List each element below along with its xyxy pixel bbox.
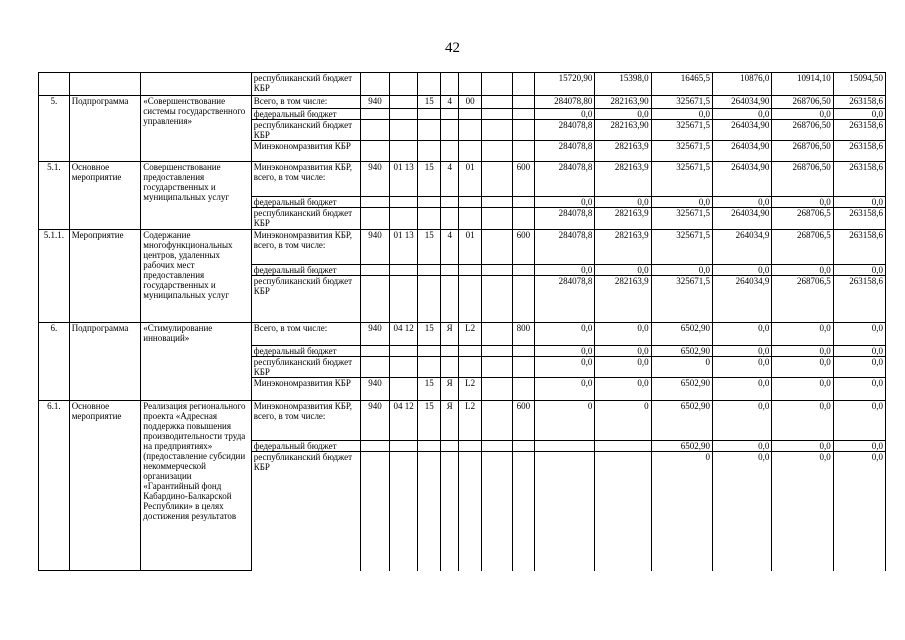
table-row: [39, 230, 886, 265]
amount-year-3-cell: 0: [651, 357, 712, 378]
row-number-cell: 5.: [39, 96, 70, 162]
amount-year-3-cell: 6502,90: [651, 323, 712, 346]
rz-pr-code-cell: [389, 96, 418, 109]
amount-year-3-cell: 6502,90: [651, 378, 712, 401]
amount-year-5-cell: 0,0: [772, 452, 833, 571]
amount-year-6-cell: 0,0: [833, 357, 885, 378]
csr-extra-cell: [481, 73, 512, 96]
funding-source-cell: республиканский бюджет КБР: [251, 357, 360, 378]
amount-year-3-cell: 6502,90: [651, 401, 712, 441]
amount-year-6-cell: 263158,6: [833, 276, 885, 323]
amount-year-5-cell: 268706,5: [772, 276, 833, 323]
amount-year-5-cell: 0,0: [772, 401, 833, 441]
amount-year-3-cell: 0,0: [651, 109, 712, 120]
row-kind-cell: [69, 73, 141, 96]
vr-code-cell: [512, 141, 535, 162]
amount-year-6-cell: 0,0: [833, 323, 885, 346]
csr-extra-cell: [481, 208, 512, 230]
amount-year-5-cell: 268706,50: [772, 96, 833, 109]
amount-year-1-cell: 0,0: [535, 346, 595, 357]
funding-source-cell: федеральный бюджет: [251, 265, 360, 276]
grbs-code-cell: 940: [361, 323, 390, 346]
amount-year-1-cell: 0: [535, 401, 595, 441]
amount-year-4-cell: 264034,90: [713, 96, 772, 109]
amount-year-2-cell: [595, 441, 651, 452]
amount-year-5-cell: 0,0: [772, 109, 833, 120]
amount-year-6-cell: 263158,6: [833, 230, 885, 265]
rz-pr-code-cell: [389, 265, 418, 276]
csr-sub-cell: [440, 357, 458, 378]
csr-event-cell: L2: [459, 378, 482, 401]
funding-source-cell: республиканский бюджет КБР: [251, 73, 360, 96]
funding-source-cell: Минэкономразвития КБР, всего, в том числе:: [251, 401, 360, 441]
vr-code-cell: [512, 109, 535, 120]
row-name-cell: Совершенствование предоставления государственных и муниципальных услуг: [141, 162, 251, 230]
amount-year-3-cell: 325671,5: [651, 230, 712, 265]
csr-sub-cell: [440, 276, 458, 323]
csr-program-cell: 15: [418, 401, 441, 441]
amount-year-1-cell: 0,0: [535, 197, 595, 208]
amount-year-3-cell: 16465,5: [651, 73, 712, 96]
amount-year-2-cell: 282163,90: [595, 96, 651, 109]
amount-year-6-cell: 15094,50: [833, 73, 885, 96]
rz-pr-code-cell: 01 13: [389, 162, 418, 197]
row-kind-cell: Подпрограмма: [69, 96, 141, 162]
amount-year-4-cell: 0,0: [713, 441, 772, 452]
amount-year-1-cell: 0,0: [535, 109, 595, 120]
table-row: [39, 401, 886, 441]
funding-source-cell: республиканский бюджет КБР: [251, 276, 360, 323]
csr-extra-cell: [481, 141, 512, 162]
row-kind-cell: Подпрограмма: [69, 323, 141, 401]
amount-year-1-cell: 284078,8: [535, 141, 595, 162]
csr-sub-cell: [440, 346, 458, 357]
amount-year-5-cell: 0,0: [772, 197, 833, 208]
vr-code-cell: [512, 120, 535, 141]
row-kind-cell: Основное мероприятие: [69, 401, 141, 571]
amount-year-2-cell: 282163,9: [595, 276, 651, 323]
amount-year-5-cell: 268706,50: [772, 120, 833, 141]
amount-year-1-cell: 0,0: [535, 265, 595, 276]
amount-year-5-cell: 0,0: [772, 441, 833, 452]
amount-year-3-cell: 6502,90: [651, 441, 712, 452]
vr-code-cell: [512, 96, 535, 109]
vr-code-cell: [512, 276, 535, 323]
csr-event-cell: 01: [459, 230, 482, 265]
amount-year-6-cell: 263158,6: [833, 208, 885, 230]
budget-table: [38, 72, 886, 571]
csr-extra-cell: [481, 230, 512, 265]
csr-event-cell: [459, 441, 482, 452]
csr-extra-cell: [481, 401, 512, 441]
funding-source-cell: Всего, в том числе:: [251, 96, 360, 109]
amount-year-4-cell: 264034,90: [713, 120, 772, 141]
rz-pr-code-cell: [389, 120, 418, 141]
vr-code-cell: [512, 357, 535, 378]
csr-sub-cell: 4: [440, 230, 458, 265]
row-number-cell: 6.1.: [39, 401, 70, 571]
amount-year-4-cell: 0,0: [713, 378, 772, 401]
csr-event-cell: [459, 109, 482, 120]
row-number-cell: [39, 73, 70, 96]
amount-year-4-cell: 0,0: [713, 346, 772, 357]
amount-year-4-cell: 0,0: [713, 197, 772, 208]
amount-year-1-cell: [535, 441, 595, 452]
grbs-code-cell: 940: [361, 230, 390, 265]
grbs-code-cell: [361, 109, 390, 120]
vr-code-cell: [512, 197, 535, 208]
amount-year-3-cell: 325671,5: [651, 96, 712, 109]
csr-sub-cell: Я: [440, 378, 458, 401]
csr-sub-cell: [440, 441, 458, 452]
csr-event-cell: L2: [459, 323, 482, 346]
amount-year-2-cell: 15398,0: [595, 73, 651, 96]
csr-program-cell: [418, 73, 441, 96]
funding-source-cell: Минэкономразвития КБР, всего, в том числе:: [251, 230, 360, 265]
amount-year-3-cell: 0,0: [651, 197, 712, 208]
rz-pr-code-cell: [389, 441, 418, 452]
csr-extra-cell: [481, 378, 512, 401]
page-number: 42: [445, 40, 460, 56]
table-row: [39, 73, 886, 96]
row-number-cell: 5.1.1.: [39, 230, 70, 323]
funding-source-cell: Минэкономразвития КБР: [251, 378, 360, 401]
amount-year-1-cell: 284078,8: [535, 208, 595, 230]
vr-code-cell: [512, 208, 535, 230]
csr-sub-cell: [440, 73, 458, 96]
grbs-code-cell: [361, 120, 390, 141]
amount-year-2-cell: 0,0: [595, 109, 651, 120]
csr-program-cell: [418, 441, 441, 452]
csr-sub-cell: [440, 265, 458, 276]
table-row: [39, 162, 886, 197]
amount-year-1-cell: 0,0: [535, 323, 595, 346]
funding-source-cell: Минэкономразвития КБР: [251, 141, 360, 162]
amount-year-2-cell: 0,0: [595, 323, 651, 346]
csr-program-cell: [418, 276, 441, 323]
rz-pr-code-cell: [389, 208, 418, 230]
rz-pr-code-cell: [389, 109, 418, 120]
csr-program-cell: 15: [418, 96, 441, 109]
csr-program-cell: 15: [418, 162, 441, 197]
csr-extra-cell: [481, 96, 512, 109]
amount-year-4-cell: 264034,9: [713, 276, 772, 323]
grbs-code-cell: [361, 276, 390, 323]
rz-pr-code-cell: [389, 357, 418, 378]
amount-year-4-cell: 264034,90: [713, 141, 772, 162]
rz-pr-code-cell: [389, 73, 418, 96]
amount-year-4-cell: 10876,0: [713, 73, 772, 96]
rz-pr-code-cell: [389, 197, 418, 208]
rz-pr-code-cell: 01 13: [389, 230, 418, 265]
grbs-code-cell: 940: [361, 96, 390, 109]
amount-year-6-cell: 0,0: [833, 197, 885, 208]
amount-year-6-cell: 263158,6: [833, 96, 885, 109]
row-number-cell: 6.: [39, 323, 70, 401]
amount-year-4-cell: 0,0: [713, 452, 772, 571]
csr-extra-cell: [481, 276, 512, 323]
csr-sub-cell: [440, 109, 458, 120]
csr-event-cell: [459, 346, 482, 357]
amount-year-2-cell: 282163,9: [595, 208, 651, 230]
vr-code-cell: [512, 73, 535, 96]
csr-program-cell: 15: [418, 230, 441, 265]
amount-year-3-cell: 0,0: [651, 265, 712, 276]
amount-year-6-cell: 0,0: [833, 441, 885, 452]
csr-event-cell: [459, 276, 482, 323]
csr-event-cell: [459, 265, 482, 276]
vr-code-cell: [512, 346, 535, 357]
csr-extra-cell: [481, 441, 512, 452]
amount-year-4-cell: 0,0: [713, 323, 772, 346]
amount-year-5-cell: 268706,50: [772, 141, 833, 162]
amount-year-6-cell: 263158,6: [833, 120, 885, 141]
rz-pr-code-cell: [389, 452, 418, 571]
grbs-code-cell: 940: [361, 378, 390, 401]
amount-year-6-cell: 263158,6: [833, 162, 885, 197]
grbs-code-cell: [361, 208, 390, 230]
amount-year-1-cell: 15720,90: [535, 73, 595, 96]
amount-year-6-cell: 0,0: [833, 452, 885, 571]
row-number-cell: 5.1.: [39, 162, 70, 230]
amount-year-5-cell: 0,0: [772, 346, 833, 357]
amount-year-5-cell: 0,0: [772, 323, 833, 346]
csr-event-cell: [459, 120, 482, 141]
vr-code-cell: [512, 378, 535, 401]
amount-year-4-cell: 0,0: [713, 109, 772, 120]
csr-sub-cell: Я: [440, 323, 458, 346]
amount-year-1-cell: 284078,8: [535, 120, 595, 141]
csr-extra-cell: [481, 357, 512, 378]
amount-year-1-cell: 0,0: [535, 378, 595, 401]
amount-year-1-cell: 284078,8: [535, 230, 595, 265]
grbs-code-cell: [361, 73, 390, 96]
funding-source-cell: республиканский бюджет КБР: [251, 120, 360, 141]
amount-year-3-cell: 325671,5: [651, 162, 712, 197]
csr-extra-cell: [481, 120, 512, 141]
amount-year-6-cell: 0,0: [833, 265, 885, 276]
amount-year-2-cell: 0,0: [595, 357, 651, 378]
csr-extra-cell: [481, 109, 512, 120]
vr-code-cell: 600: [512, 162, 535, 197]
amount-year-6-cell: 0,0: [833, 346, 885, 357]
csr-program-cell: [418, 346, 441, 357]
csr-program-cell: [418, 120, 441, 141]
amount-year-5-cell: 268706,5: [772, 208, 833, 230]
rz-pr-code-cell: [389, 141, 418, 162]
amount-year-4-cell: 0,0: [713, 357, 772, 378]
csr-event-cell: [459, 197, 482, 208]
amount-year-6-cell: 0,0: [833, 378, 885, 401]
rz-pr-code-cell: [389, 378, 418, 401]
csr-extra-cell: [481, 197, 512, 208]
csr-sub-cell: 4: [440, 96, 458, 109]
grbs-code-cell: [361, 197, 390, 208]
amount-year-6-cell: 0,0: [833, 401, 885, 441]
csr-sub-cell: [440, 120, 458, 141]
amount-year-4-cell: 264034,90: [713, 208, 772, 230]
csr-event-cell: [459, 452, 482, 571]
funding-source-cell: федеральный бюджет: [251, 346, 360, 357]
grbs-code-cell: [361, 452, 390, 571]
amount-year-3-cell: 325671,5: [651, 120, 712, 141]
csr-program-cell: [418, 452, 441, 571]
amount-year-3-cell: 325671,5: [651, 141, 712, 162]
budget-table-body: [39, 73, 886, 571]
csr-program-cell: [418, 141, 441, 162]
csr-program-cell: 15: [418, 378, 441, 401]
csr-event-cell: 00: [459, 96, 482, 109]
vr-code-cell: [512, 441, 535, 452]
csr-event-cell: L2: [459, 401, 482, 441]
grbs-code-cell: [361, 141, 390, 162]
csr-event-cell: [459, 141, 482, 162]
csr-sub-cell: 4: [440, 162, 458, 197]
funding-source-cell: федеральный бюджет: [251, 109, 360, 120]
rz-pr-code-cell: [389, 346, 418, 357]
amount-year-1-cell: 0,0: [535, 357, 595, 378]
grbs-code-cell: [361, 441, 390, 452]
rz-pr-code-cell: 04 12: [389, 401, 418, 441]
csr-event-cell: 01: [459, 162, 482, 197]
amount-year-2-cell: 0: [595, 401, 651, 441]
csr-sub-cell: [440, 141, 458, 162]
amount-year-5-cell: 0,0: [772, 378, 833, 401]
amount-year-2-cell: [595, 452, 651, 571]
amount-year-5-cell: 0,0: [772, 265, 833, 276]
csr-extra-cell: [481, 452, 512, 571]
csr-program-cell: [418, 208, 441, 230]
amount-year-3-cell: 0: [651, 452, 712, 571]
amount-year-6-cell: 263158,6: [833, 141, 885, 162]
amount-year-1-cell: 284078,80: [535, 96, 595, 109]
vr-code-cell: [512, 452, 535, 571]
amount-year-2-cell: 282163,9: [595, 162, 651, 197]
grbs-code-cell: 940: [361, 162, 390, 197]
amount-year-2-cell: 282163,90: [595, 120, 651, 141]
amount-year-6-cell: 0,0: [833, 109, 885, 120]
vr-code-cell: [512, 265, 535, 276]
funding-source-cell: республиканский бюджет КБР: [251, 208, 360, 230]
amount-year-5-cell: 10914,10: [772, 73, 833, 96]
amount-year-3-cell: 6502,90: [651, 346, 712, 357]
rz-pr-code-cell: 04 12: [389, 323, 418, 346]
amount-year-1-cell: 284078,8: [535, 276, 595, 323]
row-name-cell: Реализация регионального проекта «Адресная поддержка повышения производительности труда на предприятиях» (предоставление субсидии некоммерческой организации «Гарантийный фонд Кабардино-Балкарской Республики» в целях достижения результатов: [141, 401, 251, 571]
csr-event-cell: [459, 73, 482, 96]
csr-program-cell: [418, 357, 441, 378]
amount-year-1-cell: 284078,8: [535, 162, 595, 197]
vr-code-cell: 600: [512, 401, 535, 441]
amount-year-2-cell: 0,0: [595, 378, 651, 401]
amount-year-2-cell: 0,0: [595, 346, 651, 357]
amount-year-2-cell: 282163,9: [595, 230, 651, 265]
row-kind-cell: Мероприятие: [69, 230, 141, 323]
csr-extra-cell: [481, 346, 512, 357]
rz-pr-code-cell: [389, 276, 418, 323]
csr-extra-cell: [481, 162, 512, 197]
csr-sub-cell: [440, 197, 458, 208]
funding-source-cell: Всего, в том числе:: [251, 323, 360, 346]
csr-extra-cell: [481, 265, 512, 276]
amount-year-2-cell: 0,0: [595, 197, 651, 208]
csr-extra-cell: [481, 323, 512, 346]
csr-sub-cell: Я: [440, 401, 458, 441]
table-row: [39, 323, 886, 346]
row-name-cell: [141, 73, 251, 96]
funding-source-cell: федеральный бюджет: [251, 197, 360, 208]
row-kind-cell: Основное мероприятие: [69, 162, 141, 230]
grbs-code-cell: [361, 346, 390, 357]
csr-program-cell: 15: [418, 323, 441, 346]
amount-year-4-cell: 0,0: [713, 401, 772, 441]
csr-sub-cell: [440, 452, 458, 571]
csr-program-cell: [418, 265, 441, 276]
amount-year-4-cell: 0,0: [713, 265, 772, 276]
funding-source-cell: федеральный бюджет: [251, 441, 360, 452]
grbs-code-cell: [361, 357, 390, 378]
grbs-code-cell: 940: [361, 401, 390, 441]
row-name-cell: «Совершенствование системы государственного управления»: [141, 96, 251, 162]
amount-year-2-cell: 0,0: [595, 265, 651, 276]
csr-event-cell: [459, 208, 482, 230]
funding-source-cell: Минэкономразвития КБР, всего, в том числе:: [251, 162, 360, 197]
amount-year-4-cell: 264034,90: [713, 162, 772, 197]
grbs-code-cell: [361, 265, 390, 276]
vr-code-cell: 800: [512, 323, 535, 346]
amount-year-3-cell: 325671,5: [651, 208, 712, 230]
amount-year-5-cell: 268706,5: [772, 230, 833, 265]
funding-source-cell: республиканский бюджет КБР: [251, 452, 360, 571]
csr-program-cell: [418, 109, 441, 120]
amount-year-1-cell: [535, 452, 595, 571]
amount-year-5-cell: 268706,50: [772, 162, 833, 197]
amount-year-2-cell: 282163,9: [595, 141, 651, 162]
csr-sub-cell: [440, 208, 458, 230]
row-name-cell: Содержание многофункциональных центров, удаленных рабочих мест предоставления государственных и муниципальных услуг: [141, 230, 251, 323]
amount-year-5-cell: 0,0: [772, 357, 833, 378]
vr-code-cell: 600: [512, 230, 535, 265]
amount-year-3-cell: 325671,5: [651, 276, 712, 323]
table-row: [39, 96, 886, 109]
amount-year-4-cell: 264034,9: [713, 230, 772, 265]
csr-event-cell: [459, 357, 482, 378]
csr-program-cell: [418, 197, 441, 208]
row-name-cell: «Стимулирование инноваций»: [141, 323, 251, 401]
